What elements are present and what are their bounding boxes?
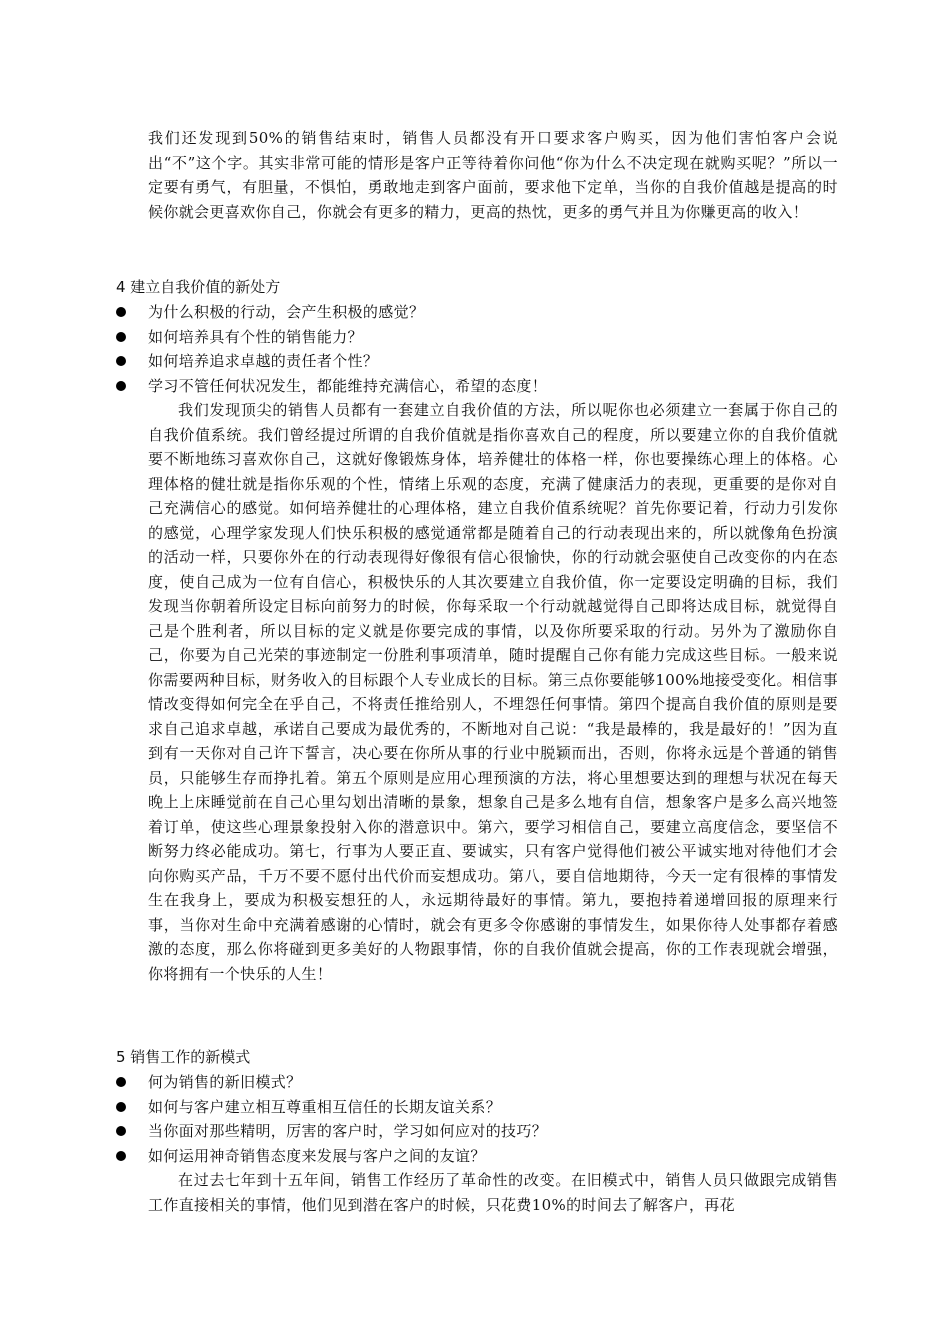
bullet-icon [116, 1077, 126, 1087]
bullet-icon [116, 307, 126, 317]
section-4-body: 我们发现顶尖的销售人员都有一套建立自我价值的方法，所以呢你也必须建立一套属于你自己的自我价值系统。我们曾经提过所谓的自我价值就是指你喜欢自己的程度，所以要建立你的自我价值就要不断地练习喜欢你自己，这就好像锻炼身体，培养健壮的体格一样，你也要操练心理上的体格。心理体格的健壮就是指你乐观的个性，情绪上乐观的态度，充满了健康活力的表现，更重要的是你对自己充满信心的感觉。如何培养健壮的心理体格，建立自我价值系统呢？首先你要记着，行动力引发你的感觉，心理学家发现人们快乐积极的感觉通常都是随着自己的行动表现出来的，所以就像角色扮演的活动一样，只要你外在的行动表现得好像很有信心很愉快，你的行动就会驱使自己改变你的内在态度，使自己成为一位有自信心，积极快乐的人其次要建立自我价值，你一定要设定明确的目标，我们发现当你朝着所设定目标向前努力的时候，你每采取一个行动就越觉得自己即将达成目标，就觉得自己是个胜利者，所以目标的定义就是你要完成的事情，以及你所要采取的行动。另外为了激励你自己，你要为自己光荣的事迹制定一份胜利事项清单，随时提醒自己你有能力完成这些目标。一般来说你需要两种目标，财务收入的目标跟个人专业成长的目标。第三点你要能够100%地接受变化。相信事情改变得如何完全在乎自己，不将责任推给别人，不埋怨任何事情。第四个提高自我价值的原则是要求自己追求卓越，承诺自己要成为最优秀的，不断地对自己说：“我是最棒的，我是最好的！”因为直到有一天你对自己许下誓言，决心要在你所从事的行业中脱颖而出，否则，你将永远是个普通的销售员，只能够生存而挣扎着。第五个原则是应用心理预演的方法，将心里想要达到的理想与状况在每天晚上上床睡觉前在自己心里勾划出清晰的景象，想象自己是多么地有自信，想象客户是多么高兴地签着订单，使这些心理景象投射入你的潜意识中。第六，要学习相信自己，要建立高度信念，要坚信不断努力终必能成功。第七，行事为人要正直、要诚实，只有客户觉得他们被公平诚实地对待他们才会向你购买产品，千万不要不愿付出代价而妄想成功。第八，要自信地期待，今天一定有很棒的事情发生在我身上，要成为积极妄想狂的人，永远期待最好的事情。第九，要抱持着递增回报的原理来行事，当你对生命中充满着感谢的心情时，就会有更多令你感谢的事情发生，如果你待人处事都存着感激的态度，那么你将碰到更多美好的人物跟事情，你的自我价值就会提高，你的工作表现就会增强，你将拥有一个快乐的人生！ [148, 401, 838, 983]
list-item: 当你面对那些精明，厉害的客户时，学习如何应对的技巧？ [116, 1119, 836, 1144]
bullet-icon [116, 1126, 126, 1136]
section-4-bullet-list [116, 300, 836, 398]
bullet-icon [116, 1151, 126, 1161]
list-item: 何为销售的新旧模式？ [116, 1070, 836, 1095]
bullet-icon [116, 356, 126, 366]
list-item: 为什么积极的行动，会产生积极的感觉？ [116, 300, 836, 325]
list-item: 学习不管任何状况发生，都能维持充满信心，希望的态度！ [116, 374, 836, 399]
section-4-heading: 4 建立自我价值的新处方 [116, 278, 281, 296]
section-5-heading: 5 销售工作的新模式 [116, 1048, 251, 1066]
bullet-icon [116, 1102, 126, 1112]
list-item: 如何培养具有个性的销售能力？ [116, 325, 836, 350]
intro-paragraph: 我们还发现到50%的销售结束时，销售人员都没有开口要求客户购买，因为他们害怕客户会说出“不”这个字。其实非常可能的情形是客户正等待着你问他“你为什么不决定现在就购买呢？”所以一定要有勇气，有胆量，不惧怕，勇敢地走到客户面前，要求他下定单，当你的自我价值越是提高的时候你就会更喜欢你自己，你就会有更多的精力，更高的热忱，更多的勇气并且为你赚更高的收入！ [148, 129, 838, 221]
list-item: 如何运用神奇销售态度来发展与客户之间的友谊？ [116, 1144, 836, 1169]
section-5-bullet-list [116, 1070, 836, 1168]
section-5-body: 在过去七年到十五年间，销售工作经历了革命性的改变。在旧模式中，销售人员只做跟完成销售工作直接相关的事情，他们见到潜在客户的时候，只花费10%的时间去了解客户，再花 [148, 1171, 838, 1214]
list-item: 如何与客户建立相互尊重相互信任的长期友谊关系？ [116, 1095, 836, 1120]
bullet-icon [116, 381, 126, 391]
list-item: 如何培养追求卓越的责任者个性？ [116, 349, 836, 374]
bullet-icon [116, 332, 126, 342]
